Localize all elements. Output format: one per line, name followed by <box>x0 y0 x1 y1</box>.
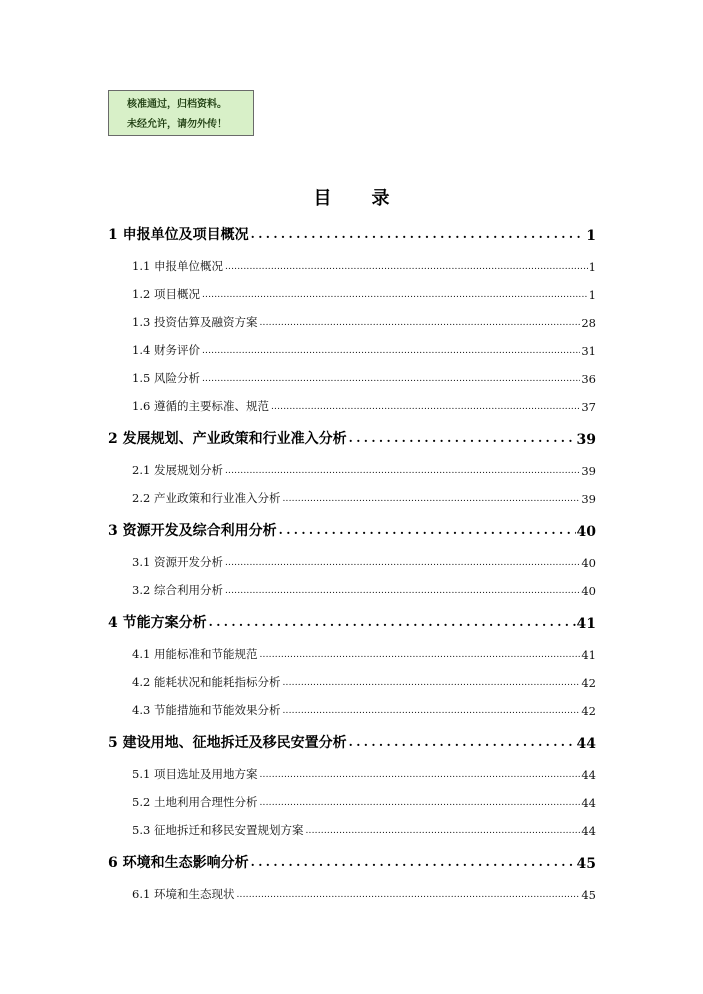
toc-section-entry[interactable] <box>132 644 596 662</box>
toc-dot-leader <box>225 460 580 478</box>
toc-page-number: 45 <box>576 856 596 872</box>
toc-section-entry[interactable] <box>132 552 596 570</box>
toc-dot-leader <box>282 672 580 690</box>
toc-section-entry[interactable] <box>132 764 596 782</box>
toc-entry-label: 2.1 发展规划分析 <box>132 463 223 477</box>
toc-dot-leader <box>251 222 586 244</box>
toc-page-number: 36 <box>581 372 596 386</box>
toc-entry-label: 6.1 环境和生态现状 <box>132 887 235 901</box>
toc-section-entry[interactable] <box>132 256 596 274</box>
toc-page-number: 44 <box>581 824 596 838</box>
toc-entry-label: 2 发展规划、产业政策和行业准入分析 <box>108 431 347 447</box>
toc-page-number: 39 <box>581 492 596 506</box>
toc-entry-label: 1.6 遵循的主要标准、规范 <box>132 399 269 413</box>
toc-section-entry[interactable] <box>132 488 596 506</box>
toc-entry-label: 5.2 土地利用合理性分析 <box>132 795 258 809</box>
stamp-line-1: 核准通过，归档资料。 <box>127 99 227 110</box>
toc-page-number: 44 <box>576 736 596 752</box>
toc-section-entry[interactable] <box>132 820 596 838</box>
toc-section-entry[interactable] <box>132 700 596 718</box>
toc-section-entry[interactable] <box>132 284 596 302</box>
toc-page-number: 41 <box>576 616 596 632</box>
toc-page-number: 40 <box>581 556 596 570</box>
toc-dot-leader <box>225 580 580 598</box>
toc-section-entry[interactable] <box>132 340 596 358</box>
toc-dot-leader <box>349 426 576 448</box>
toc-entry-label: 4 节能方案分析 <box>108 615 207 631</box>
toc-dot-leader <box>282 488 580 506</box>
toc-page-number: 40 <box>581 584 596 598</box>
toc-entry-label: 1.1 申报单位概况 <box>132 259 223 273</box>
toc-title-left: 目 <box>313 188 332 209</box>
toc-page-number: 44 <box>581 768 596 782</box>
toc-section-entry[interactable] <box>132 672 596 690</box>
toc-section-entry[interactable] <box>132 580 596 598</box>
stamp-line-2: 未经允许，请勿外传！ <box>127 119 227 130</box>
confidential-stamp <box>108 90 254 136</box>
toc-section-entry[interactable] <box>132 312 596 330</box>
toc-section-entry[interactable] <box>132 460 596 478</box>
toc-entry-label: 4.2 能耗状况和能耗指标分析 <box>132 675 281 689</box>
toc-entry-label: 1.2 项目概况 <box>132 287 200 301</box>
toc-dot-leader <box>236 884 580 902</box>
toc-dot-leader <box>259 312 580 330</box>
toc-page-number: 40 <box>576 524 596 540</box>
toc-page-number: 1 <box>586 228 596 244</box>
toc-entry-label: 3.1 资源开发分析 <box>132 555 223 569</box>
toc-dot-leader <box>202 340 580 358</box>
toc-dot-leader <box>259 792 580 810</box>
toc-chapter-entry[interactable] <box>108 518 596 540</box>
toc-page-number: 28 <box>581 316 596 330</box>
toc-entry-label: 5.3 征地拆迁和移民安置规划方案 <box>132 823 304 837</box>
toc-entry-label: 3.2 综合利用分析 <box>132 583 223 597</box>
toc-entry-label: 2.2 产业政策和行业准入分析 <box>132 491 281 505</box>
toc-page-number: 1 <box>588 260 596 274</box>
toc-entry-label: 1.5 风险分析 <box>132 371 200 385</box>
toc-entry-label: 6 环境和生态影响分析 <box>108 855 249 871</box>
toc-chapter-entry[interactable] <box>108 610 596 632</box>
toc-page-number: 1 <box>588 288 596 302</box>
toc-chapter-entry[interactable] <box>108 222 596 244</box>
toc-section-entry[interactable] <box>132 884 596 902</box>
toc-dot-leader <box>225 552 580 570</box>
toc-section-entry[interactable] <box>132 396 596 414</box>
toc-chapter-entry[interactable] <box>108 730 596 752</box>
toc-entry-label: 1 申报单位及项目概况 <box>108 227 249 243</box>
toc-dot-leader <box>202 368 580 386</box>
toc-entry-label: 3 资源开发及综合利用分析 <box>108 523 277 539</box>
toc-dot-leader <box>259 644 580 662</box>
toc-page-number: 31 <box>581 344 596 358</box>
toc-page-number: 41 <box>581 648 596 662</box>
toc-dot-leader <box>349 730 576 752</box>
toc-entry-label: 1.4 财务评价 <box>132 343 200 357</box>
toc-page-number: 39 <box>581 464 596 478</box>
toc-dot-leader <box>251 850 576 872</box>
toc-title-right: 录 <box>371 188 390 209</box>
toc-dot-leader <box>282 700 580 718</box>
toc-page-number: 44 <box>581 796 596 810</box>
toc-dot-leader <box>225 256 588 274</box>
toc-dot-leader <box>279 518 576 540</box>
toc-dot-leader <box>271 396 580 414</box>
toc-section-entry[interactable] <box>132 368 596 386</box>
toc-chapter-entry[interactable] <box>108 426 596 448</box>
toc-entry-label: 4.3 节能措施和节能效果分析 <box>132 703 281 717</box>
toc-dot-leader <box>259 764 580 782</box>
toc-entry-label: 5.1 项目选址及用地方案 <box>132 767 258 781</box>
toc-dot-leader <box>209 610 576 632</box>
toc-page-number: 39 <box>576 432 596 448</box>
toc-page-number: 42 <box>581 676 596 690</box>
toc-entry-label: 1.3 投资估算及融资方案 <box>132 315 258 329</box>
toc-page-number: 45 <box>581 888 596 902</box>
toc-page-number: 37 <box>581 400 596 414</box>
toc-entry-label: 4.1 用能标准和节能规范 <box>132 647 258 661</box>
toc-section-entry[interactable] <box>132 792 596 810</box>
toc-chapter-entry[interactable] <box>108 850 596 872</box>
toc-entry-label: 5 建设用地、征地拆迁及移民安置分析 <box>108 735 347 751</box>
toc-dot-leader <box>202 284 588 302</box>
toc-dot-leader <box>305 820 580 838</box>
toc-title <box>0 184 703 210</box>
toc-page-number: 42 <box>581 704 596 718</box>
